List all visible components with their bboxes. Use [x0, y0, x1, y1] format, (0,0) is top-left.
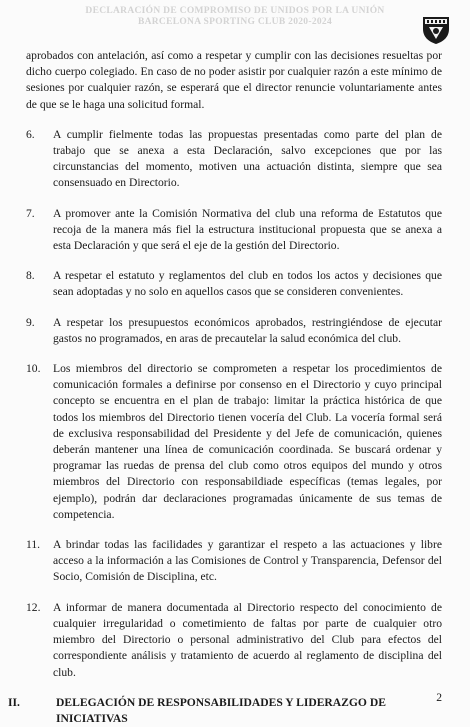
- list-item-number: 11.: [26, 538, 41, 552]
- list-item-text: A respetar el estatuto y reglamentos del club en todos los actos y decisiones que sean adoptadas y no solo en aquellos casos que se consideren convenientes.: [53, 269, 442, 299]
- page-number: 2: [436, 691, 442, 704]
- list-item: [26, 315, 442, 347]
- list-item-number: 9.: [26, 315, 35, 329]
- list-item-number: 6.: [26, 127, 35, 141]
- list-item-number: 7.: [26, 206, 35, 220]
- list-item-text: A cumplir fielmente todas las propuestas presentadas como parte del plan de trabajo que se anexa a esta Declaración, salvo excepciones que por las circunstancias del momento, motiven una actuación distinta, siempre que sea consensuado en Directorio.: [53, 127, 442, 190]
- list-item: [26, 537, 442, 586]
- section-heading-number: II.: [8, 695, 20, 709]
- section-heading-title: DELEGACIÓN DE RESPONSABILIDADES Y LIDERAZGO DE INICIATIVAS: [56, 695, 386, 725]
- list-item-text: A brindar todas las facilidades y garantizar el respeto a las actuaciones y libre acceso a la información a las Comisiones de Control y Transparencia, Defensor del Socio, Comisión de Disciplina, etc.: [53, 538, 442, 584]
- club-crest-icon: [421, 13, 451, 45]
- list-item: [26, 127, 442, 192]
- section-heading: [8, 695, 442, 727]
- document-body: [8, 48, 442, 727]
- list-item-text: A respetar los presupuestos económicos aprobados, restringiéndose de ejecutar gastos no programados, en aras de precautelar la salud económica del club.: [53, 315, 442, 345]
- list-item-text: Los miembros del directorio se comprometen a respetar los procedimientos de comunicación formales a definirse por consenso en el Directorio y cuyo principal concepto se encuentra en el plan de trabajo: limitar la práctica histórica de que todos los miembros del Directorio tienen vocería del Club. La vocería formal será de exclusiva responsabilidad del Presidente y del Jefe de comunicación, quienes deberán mantener una línea de comunicación coordinada. Se buscará ordenar y programar las ruedas de prensa del club como otros equipos del mundo y otros miembros del Directorio con responsabildiade específicas (temas legales, por ejemplo), podrán dar declaraciones programadas únicamente de sus temas de competencia.: [53, 362, 442, 521]
- list-item-number: 12.: [26, 600, 41, 614]
- list-item: [26, 361, 442, 523]
- list-item-number: 10.: [26, 362, 41, 376]
- list-item: [26, 268, 442, 300]
- ghost-header-line-2: BARCELONA SPORTING CLUB 2020-2024: [137, 17, 333, 27]
- list-item-number: 8.: [26, 269, 35, 283]
- ghost-header-line-1: DECLARACIÓN DE COMPROMISO DE UNIDOS POR LA UNIÓN: [85, 6, 385, 16]
- list-item-text: A promover ante la Comisión Normativa del club una reforma de Estatutos que recoja de la manera más fiel la estructura institucional propuesta que se anexa a esta Declaración y que será el eje de la gestión del Directorio.: [53, 206, 442, 253]
- list-item: [26, 206, 442, 255]
- list-item-text: A informar de manera documentada al Directorio respecto del conocimiento de cualquier irregularidad o cometimiento de faltas por parte de cualquier otro miembro del Directorio o personal administrativo del Club para efectos del correspondiente análisis y tratamiento de acuerdo al reglamento de disciplina del club.: [53, 600, 442, 679]
- list-item: [26, 600, 442, 681]
- intro-paragraph: aprobados con antelación, así como a respetar y cumplir con las decisiones resueltas por dicho cuerpo colegiado. En caso de no poder asistir por cualquier razón a este mínimo de sesiones por cualquier razón, se esperará que el director renuncie voluntariamente antes de que se le haga una solicitud formal.: [26, 49, 442, 111]
